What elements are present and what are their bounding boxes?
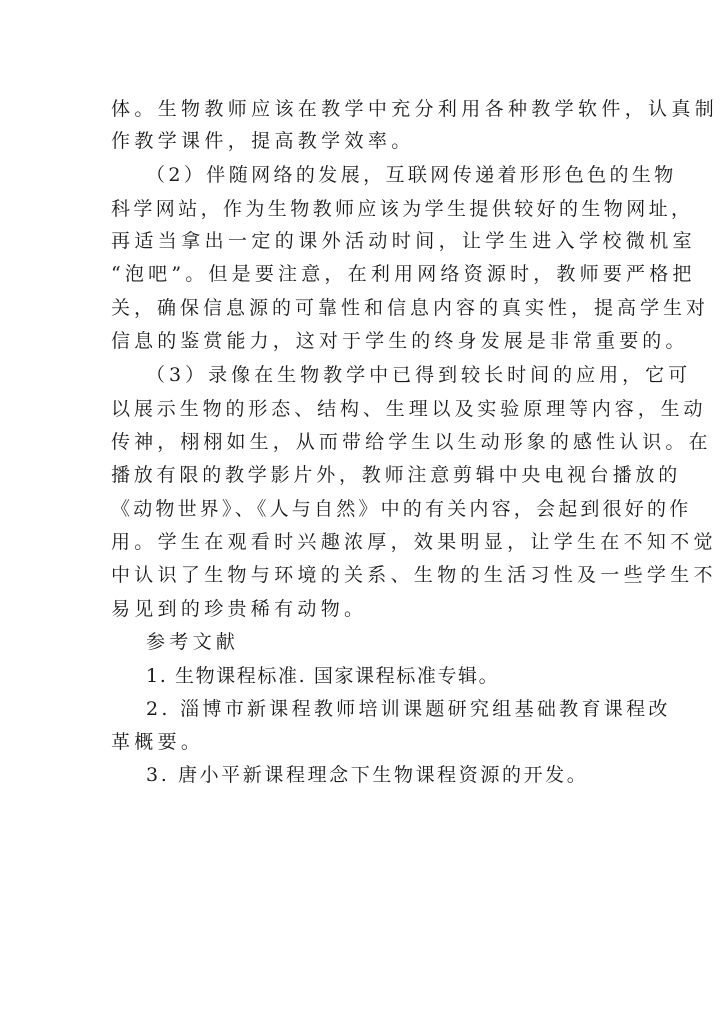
paragraph-line: 传神，栩栩如生，从而带给学生以生动形象的感性认识。在 [111, 431, 712, 453]
paragraph-line: 用。学生在观看时兴趣浓厚，效果明显，让学生在不知不觉 [111, 531, 717, 553]
paragraph-line: 科学网站，作为生物教师应该为学生提供较好的生物网址， [111, 198, 694, 220]
paragraph-line: 播放有限的教学影片外，教师注意剪辑中央电视台播放的 [111, 464, 682, 486]
reference-line: 革概要。 [111, 731, 205, 753]
paragraph-line: 以展示生物的形态、结构、生理以及实验原理等内容，生动 [111, 398, 707, 420]
references-heading: 参考文献 [146, 631, 240, 653]
paragraph-line: 《动物世界》、《人与自然》中的有关内容，会起到很好的作 [111, 498, 692, 520]
paragraph-line: 信息的鉴赏能力，这对于学生的终身发展是非常重要的。 [111, 330, 689, 352]
paragraph-line: （2）伴随网络的发展，互联网传递着形形色色的生物 [146, 164, 677, 186]
reference-line: 2. 淄博市新课程教师培训课题研究组基础教育课程改 [146, 698, 671, 720]
reference-line: 1. 生物课程标准. 国家课程标准专辑。 [146, 665, 500, 687]
paragraph-line: 中认识了生物与环境的关系、生物的生活习性及一些学生不 [111, 564, 717, 586]
paragraph-line: 作教学课件，提高教学效率。 [111, 130, 415, 152]
paragraph-line: （3）录像在生物教学中已得到较长时间的应用，它可 [146, 364, 692, 386]
paragraph-line: “泡吧”。但是要注意，在利用网络资源时，教师要严格把 [111, 263, 696, 285]
paragraph-line: 体。生物教师应该在教学中充分利用各种教学软件，认真制 [111, 98, 719, 120]
paragraph-line: 易见到的珍贵稀有动物。 [111, 598, 368, 620]
paragraph-line: 关，确保信息源的可靠性和信息内容的真实性，提高学生对 [111, 297, 710, 319]
paragraph-line: 再适当拿出一定的课外活动时间，让学生进入学校微机室 [111, 230, 697, 252]
reference-line: 3. 唐小平新课程理念下生物课程资源的开发。 [146, 764, 589, 786]
